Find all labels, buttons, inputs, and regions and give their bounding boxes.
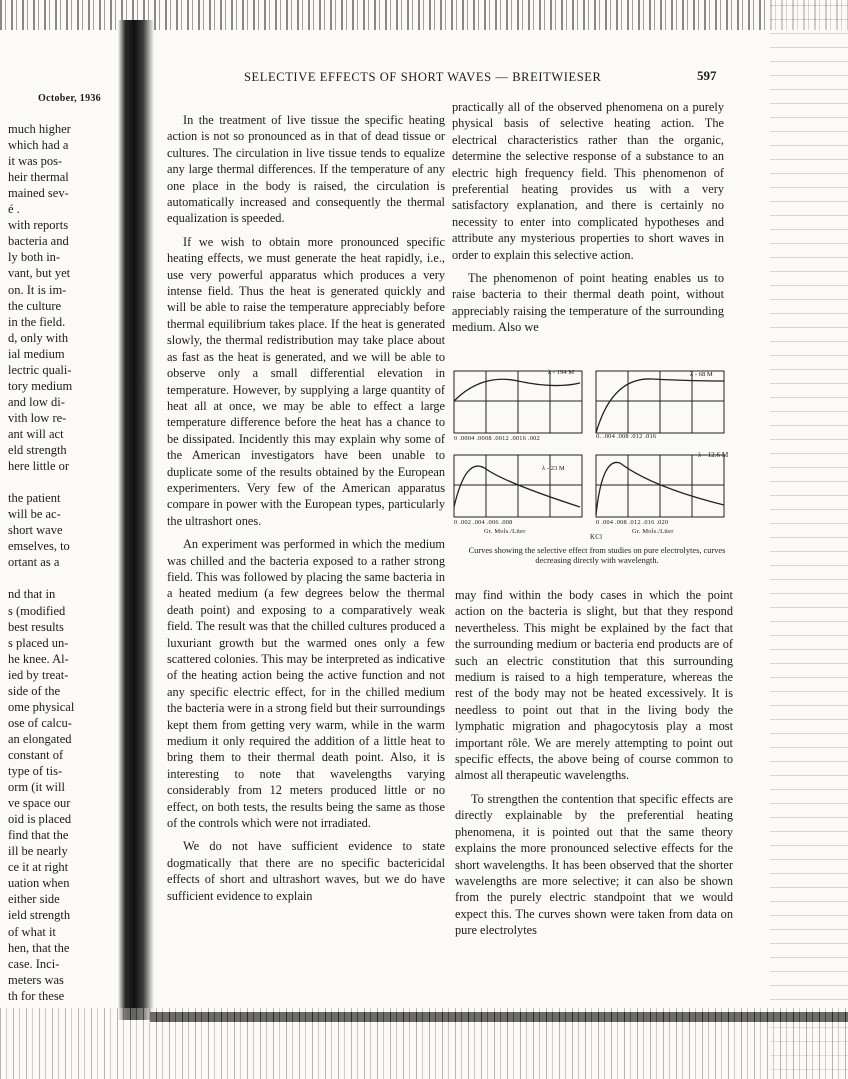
paragraph: In the treatment of live tissue the specific heating action is not so pronounced as in that of dead tissue or cultures. The circulation in live tissue tends to equalize any large thermal differences. If the temperature of any one place in the body is raised, the circulation is automatically increased and consequently the thermal equalization is speeded. — [167, 113, 445, 226]
adjacent-page-line: case. Inci- — [8, 956, 60, 971]
adjacent-page-line: constant of — [8, 747, 64, 762]
adjacent-page-line: ome physical — [8, 699, 75, 714]
column-left — [167, 112, 445, 904]
adjacent-page-line: on. It is im- — [8, 282, 67, 297]
adjacent-page-line: side of the — [8, 683, 61, 698]
figure-caption: Curves showing the selective effect from studies on pure electrolytes, curves decreasing directly with wavelength. — [468, 546, 726, 565]
adjacent-page-line: ly both in- — [8, 250, 61, 265]
adjacent-page-line: the patient — [8, 491, 61, 506]
tick-labels: 0 .002 .004 .006 .008 — [454, 519, 513, 526]
paragraph: We do not have sufficient evidence to state dogmatically that there are no specific bactericidal effects of short and ultrashort waves, but we do have sufficient evidence to explain — [167, 839, 445, 903]
adjacent-page-line: an elongated — [8, 731, 72, 746]
adjacent-page-line: it was pos- — [8, 154, 63, 169]
panel-label: λ - 68 M — [690, 371, 713, 378]
adjacent-page-line: which had a — [8, 138, 69, 153]
adjacent-page-line: vant, but yet — [8, 266, 71, 281]
adjacent-page-line: mained sev- — [8, 186, 69, 201]
paragraph: An experiment was performed in which the medium was chilled and the bacteria exposed to a rather strong field. This was followed by placing the same bacteria in a heated medium (a few degrees below the thermal death point) and exposing to a comparatively weak field. The result was that the chilled cultures produced a luxuriant growth but the warmed ones only a few scattered colonies. This may be interpreted as indicative of the heating action being the active function and not any specific electric effect, for in the chilled medium the bacteria were in a strong field but their surroundings kept them from getting very warm, while in the warm medium it only required the addition of a little heat to bring them to their thermal death point. Also, it is interesting to note that wavelengths varying considerably from 12 meters produced little or no effect, on both tests, the results being the same as those of the controls which were not irradiated. — [167, 537, 445, 831]
adjacent-page-line: ose of calcu- — [8, 715, 72, 730]
adjacent-page-line: ve space our — [8, 796, 71, 811]
adjacent-page-line: uation when — [8, 876, 70, 891]
adjacent-page-line: he knee. Al- — [8, 651, 69, 666]
adjacent-page-line: ield strength — [8, 908, 71, 923]
compound-label: KCl — [590, 533, 603, 541]
adjacent-page-line: s placed un- — [8, 635, 69, 650]
adjacent-page-line: will be ac- — [8, 507, 61, 522]
scan-noise-right — [770, 0, 848, 1079]
page-number: 597 — [697, 68, 717, 83]
adjacent-page-line: ied by treat- — [8, 667, 69, 682]
adjacent-page-line: hen, that the — [8, 940, 70, 955]
adjacent-page-line: ce it at right — [8, 860, 69, 875]
panel-label: λ - 194 M — [548, 369, 575, 376]
tick-labels: 0 .0004 .0008 .0012 .0016 .002 — [454, 435, 540, 442]
adjacent-page-line: either side — [8, 892, 60, 907]
adjacent-page-line: nd that in — [8, 587, 56, 602]
adjacent-page-line: and low di- — [8, 394, 65, 409]
book-binding-shadow — [118, 20, 154, 1020]
adjacent-page-line: find that the — [8, 828, 69, 843]
running-head: SELECTIVE EFFECTS OF SHORT WAVES — BREITWIESER — [244, 70, 602, 84]
adjacent-page-line: th for these — [8, 988, 65, 1003]
tick-labels: 0 .004 .008 .012 .016 .020 — [596, 519, 669, 526]
paragraph: To strengthen the contention that specific effects are directly explainable by the preferential heating phenomena, it is pointed out that the same theory explains the more pronounced selective effects for the short wavelengths. It has been observed that the shorter wavelengths are more selective; it can also be shown from the purely electric standpoint that we would expect this. The curves shown were taken from data on pure electrolytes — [455, 791, 733, 938]
adjacent-page-line: é . — [8, 202, 20, 217]
column-right-top — [452, 99, 724, 336]
adjacent-page-line: type of tis- — [8, 764, 63, 778]
adjacent-page-line: in the field. — [8, 314, 66, 329]
column-right-bottom — [455, 587, 733, 939]
figure-electrolyte-curves — [452, 357, 742, 579]
tick-labels: 0. .004 .008 .012 .016 — [596, 433, 657, 440]
axis-label: Gr. Mols./Liter — [484, 528, 526, 535]
adjacent-page-line: s (modified — [8, 603, 66, 618]
adjacent-page-line: heir thermal — [8, 170, 69, 185]
adjacent-page-line: here little or — [8, 459, 70, 474]
adjacent-page-line: ortant as a — [8, 555, 60, 570]
adjacent-page-line: best results — [8, 619, 64, 634]
adjacent-page-line: tory medium — [8, 378, 73, 393]
adjacent-page-line: of what it — [8, 924, 56, 939]
adjacent-page-line: d, only with — [8, 330, 69, 345]
adjacent-page-line: eld strength — [8, 443, 67, 457]
adjacent-page-line: emselves, to — [8, 539, 70, 554]
paragraph: The phenomenon of point heating enables us to raise bacteria to their thermal death point, without appreciably raising the temperature of the surrounding medium. Also we — [452, 271, 724, 335]
adjacent-page-line: lectric quali- — [8, 362, 72, 377]
adjacent-page-line: short wave — [8, 523, 63, 538]
adjacent-page-line: oid is placed — [8, 812, 72, 827]
adjacent-page-line: with reports — [8, 218, 69, 233]
adjacent-page-date: October, 1936 — [38, 93, 101, 104]
adjacent-page-line: meters was — [8, 972, 64, 987]
adjacent-page-line: the culture — [8, 298, 62, 313]
curve-23m — [454, 466, 580, 507]
axis-label: Gr. Mols./Liter — [632, 528, 674, 535]
adjacent-page-line: ial medium — [8, 346, 65, 361]
panel-label: λ - 23 M — [542, 465, 565, 472]
adjacent-page-fragment — [0, 0, 118, 1010]
adjacent-page-line: much higher — [8, 122, 71, 136]
paragraph: If we wish to obtain more pronounced specific heating effects, we must generate the heat rapidly, i.e., use very powerful apparatus which produces a very intense field. Thus the heat is generated quickly and will be able to raise the temperature appreciably before thermal equilibrium takes place. If the heat is generated slowly, the thermal redistribution may take place about as fast as the heat is generated, and we will be able to observe only a small differential elevation in temperature. However, by supplying a large quantity of heat all at once, we may be able to effect a large temperature difference before the heat has a chance to be dissipated. Incidently this may explain why some of the American investigators have been unable to duplicate some of the results obtained by the European experimenters. Very few of the American apparatus compare in power with the European types, particularly the ultrashort ones. — [167, 234, 445, 528]
adjacent-page-line: ant will act — [8, 426, 64, 441]
adjacent-page-line: orm (it will — [8, 780, 65, 795]
adjacent-page-line: ill be nearly — [8, 844, 68, 859]
adjacent-page-line: vith low re- — [8, 410, 67, 425]
paragraph: may find within the body cases in which the point action on the bacteria is slight, but that they respond nevertheless. This might be explained by the fact that the surrounding medium or bacteria end products are of such an electric constitution that this surrounding medium is raised to a high temperature, whereas the rest of the body may not be heated excessively. It is needless to point out that in the living body the lymphatic migration and phagocytosis play a most important rôle. We are merely attempting to point out specific effects, the above being of course common to almost all therapeutic wavelengths. — [455, 588, 733, 783]
adjacent-page-line: bacteria and — [8, 234, 69, 249]
scan-noise-bottom — [0, 1008, 848, 1079]
paragraph: practically all of the observed phenomena on a purely physical basis of selective heating action. The electrical characteristics rather than the organic, determine the selective response of a substance to an electric high frequency field. This phenomenon of preferential heating provides us with a very satisfactory explanation, and there is certainly no necessity to enter into complicated hypotheses and attribute any mysterious properties to short waves in order to explain this selective action. — [452, 100, 724, 262]
panel-label: λ - 12.6 M — [698, 451, 729, 459]
curve-194m — [454, 379, 580, 401]
